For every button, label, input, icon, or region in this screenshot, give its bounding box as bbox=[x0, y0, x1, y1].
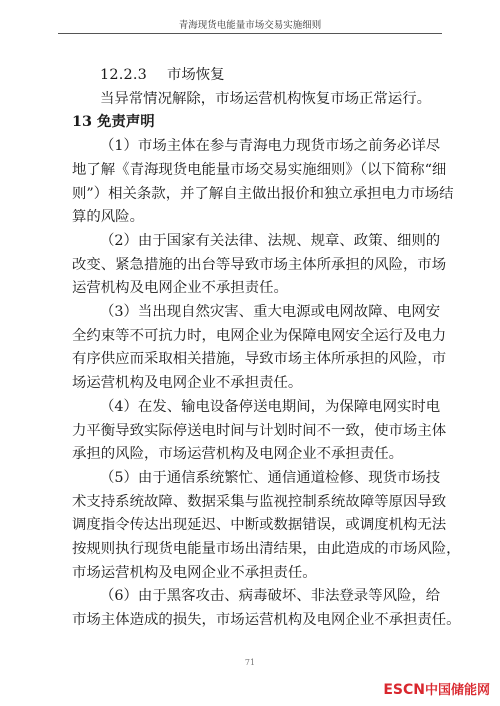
section-title: 市场恢复 bbox=[166, 67, 225, 83]
clause-6-line: 市场主体造成的损失，市场运营机构及电网企业不承担责任。 bbox=[72, 612, 461, 629]
clause-4-line: 承担的风险，市场运营机构及电网企业不承担责任。 bbox=[72, 446, 403, 463]
page-number: 71 bbox=[244, 658, 256, 667]
clause-3-line: （3）当出现自然灾害、重大电源或电网故障、电网安 bbox=[100, 304, 441, 320]
clause-2-line: 运营机构及电网企业不承担责任。 bbox=[72, 280, 288, 297]
clause-3-line: 场运营机构及电网企业不承担责任。 bbox=[72, 375, 303, 392]
clause-5-line: 市场运营机构及电网企业不承担责任。 bbox=[72, 564, 317, 581]
watermark-latin: ESCN bbox=[383, 682, 425, 698]
section-12-2-3-text: 当异常情况解除，市场运营机构恢复市场正常运行。 bbox=[100, 90, 431, 107]
clause-3-line: 全约束等不可抗力时，电网企业为保障电网安全运行及电力 bbox=[72, 327, 447, 344]
clause-1-line: （1）市场主体在参与青海电力现货市场之前务必详尽 bbox=[100, 138, 441, 155]
section-13-heading: 13 免责声明 bbox=[72, 113, 155, 131]
clause-5-line: 术支持系统故障、数据采集与监视控制系统故障等原因导致 bbox=[72, 493, 447, 510]
clause-1-line: 算的风险。 bbox=[72, 209, 144, 226]
clause-3-line: 有序供应而采取相关措施，导致市场主体所承担的风险，市 bbox=[72, 351, 447, 368]
clause-2-line: 改变、紧急措施的出台等导致市场主体所承担的风险，市场 bbox=[72, 256, 447, 273]
clause-4-line: 力平衡导致实际停送电时间与计划时间不一致，使市场主体 bbox=[72, 422, 447, 439]
clause-5-line: 调度指令传达出现延迟、中断或数据错误，或调度机构无法 bbox=[72, 517, 447, 534]
clause-2-line: （2）由于国家有关法律、法规、规章、政策、细则的 bbox=[100, 232, 441, 249]
clause-1-line: 则”）相关条款，并了解自主做出报价和独立承担电力市场结 bbox=[72, 185, 454, 202]
section-number: 12.2.3 bbox=[100, 67, 147, 83]
clause-5-line: 按规则执行现货电能量市场出清结果，由此造成的市场风险， bbox=[72, 541, 461, 557]
escn-watermark-logo bbox=[383, 679, 490, 698]
running-header: 青海现货电能量市场交易实施细则 bbox=[178, 20, 322, 31]
clause-4-line: （4）在发、输电设备停送电期间，为保障电网实时电 bbox=[100, 398, 441, 415]
clause-5-line: （5）由于通信系统繁忙、通信通道检修、现货市场技 bbox=[100, 469, 441, 486]
clause-6-line: （6）由于黑客攻击、病毒破坏、非法登录等风险，给 bbox=[100, 588, 441, 605]
section-12-2-3-title bbox=[100, 66, 225, 84]
clause-1-line: 地了解《青海现货电能量市场交易实施细则》（以下简称“细 bbox=[72, 161, 447, 178]
watermark-chinese: 中国储能网 bbox=[424, 683, 490, 698]
